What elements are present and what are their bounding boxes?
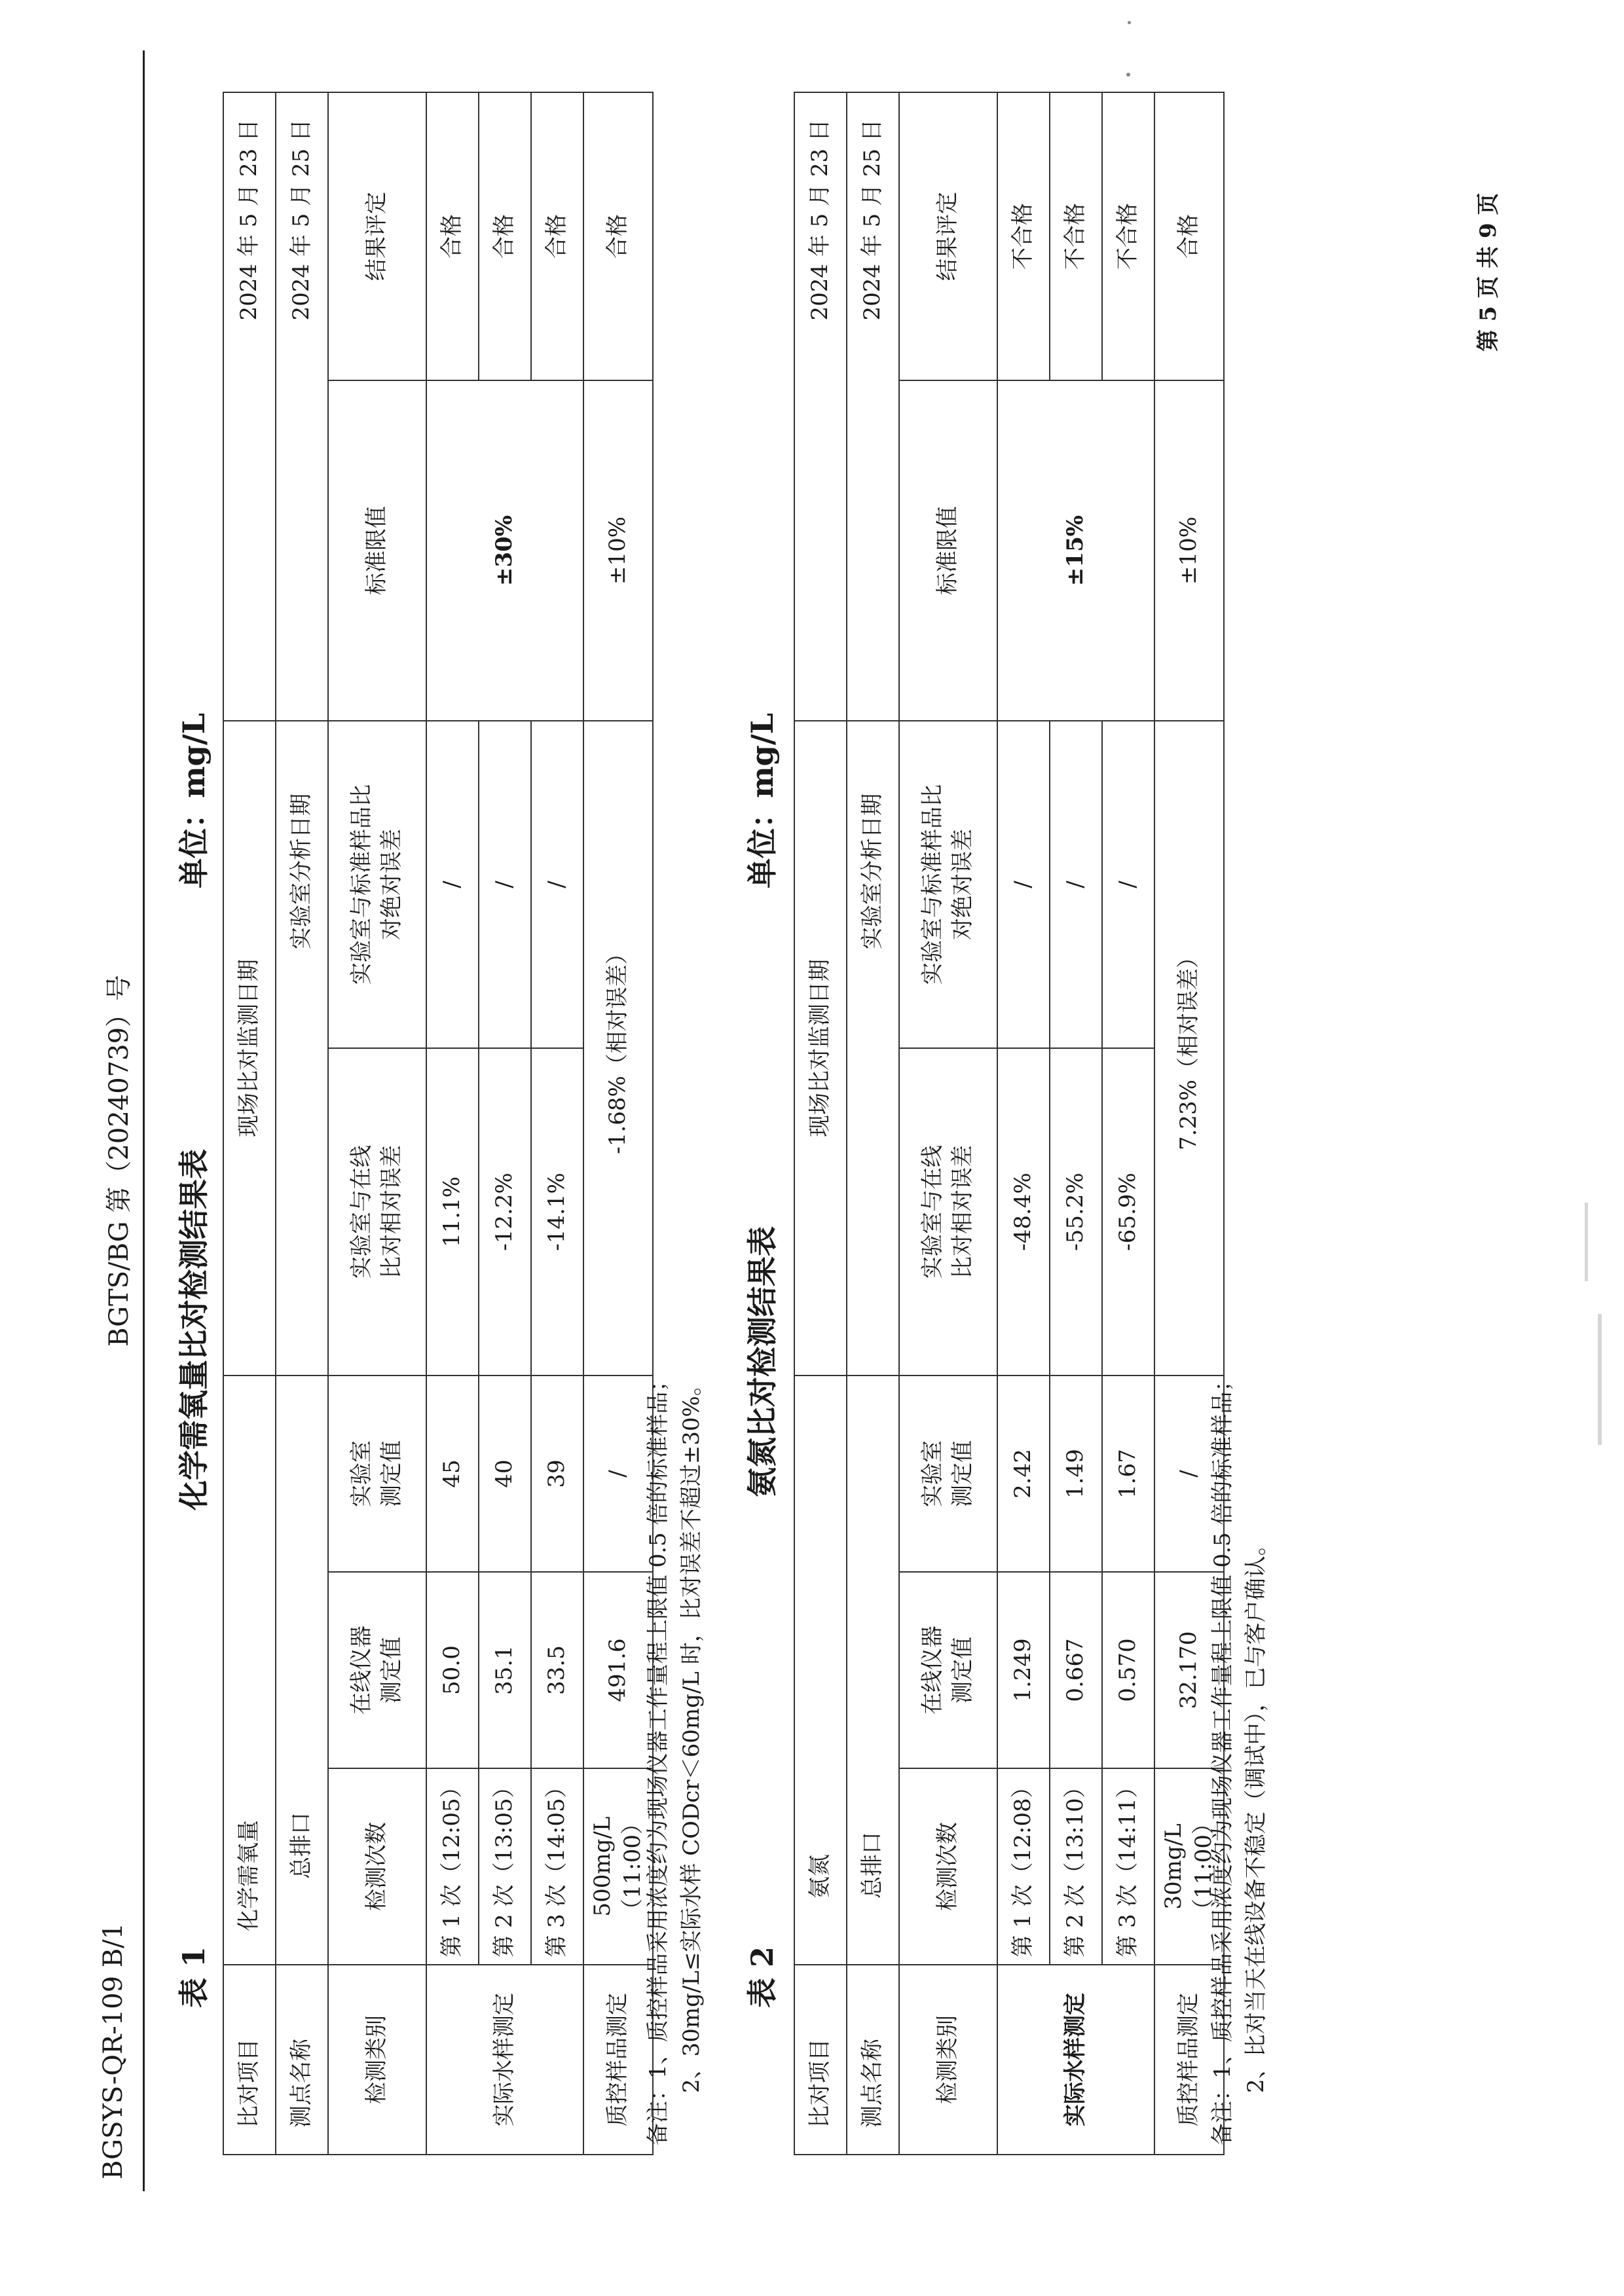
cell: 比对项目 (223, 1965, 276, 2155)
cell: / (997, 721, 1050, 1048)
column-header: 检测类别 (328, 1965, 426, 2155)
table2-number: 表 2 (745, 1946, 780, 2008)
cell: 实际水样测定 (997, 1965, 1154, 2155)
cell: 2024 年 5 月 23 日 (794, 92, 847, 721)
cell: 合格 (479, 92, 531, 380)
cell: 第 1 次（12:08） (997, 1768, 1050, 1965)
table-row (794, 92, 847, 2155)
table1-unit: 单位：mg/L (176, 713, 212, 888)
note-line: 备注：1、质控样品采用浓度约为现场仪器工作量程上限值 0.5 倍的标准样品； (645, 1369, 671, 2145)
cell: 33.5 (531, 1572, 583, 1768)
cell: 2024 年 5 月 25 日 (847, 92, 899, 721)
cell: ±10% (583, 380, 653, 721)
table-row (276, 92, 328, 2155)
cell: 测点名称 (276, 1965, 328, 2155)
cell: 合格 (583, 92, 653, 380)
cell: -1.68%（相对误差） (583, 721, 653, 1376)
cell: 质控样品测定 (1154, 1965, 1224, 2155)
cell: 第 3 次（14:05） (531, 1768, 583, 1965)
cell: 质控样品测定 (583, 1965, 653, 2155)
cell: ±15% (997, 380, 1154, 721)
scan-smudge (1585, 1203, 1588, 1281)
table2-title: 氨氮比对检测结果表 (745, 1226, 780, 1497)
cell: 氨氮 (794, 1376, 847, 1965)
cell: 1.249 (997, 1572, 1050, 1768)
cell: / (426, 721, 479, 1048)
column-header: 实验室与在线 比对相对误差 (899, 1048, 997, 1376)
cell: 35.1 (479, 1572, 531, 1768)
table-header-row (899, 92, 997, 2155)
cell: 45 (426, 1376, 479, 1572)
cell: 40 (479, 1376, 531, 1572)
cell: 现场比对监测日期 (794, 721, 847, 1376)
note-line: 2、比对当天在线设备不稳定（调试中），已与客户确认。 (1243, 1533, 1269, 2093)
column-header: 检测次数 (328, 1768, 426, 1965)
cell: / (479, 721, 531, 1048)
cell: 0.667 (1050, 1572, 1102, 1768)
column-header: 实验室与标准样品比 对绝对误差 (899, 721, 997, 1048)
cell: 不合格 (1050, 92, 1102, 380)
column-header: 在线仪器 测定值 (328, 1572, 426, 1768)
column-header: 结果评定 (899, 92, 997, 380)
cell: 总排口 (276, 1376, 328, 1965)
cell: 39 (531, 1376, 583, 1572)
cell: 合格 (1154, 92, 1224, 380)
column-header: 实验室与标准样品比 对绝对误差 (328, 721, 426, 1048)
table-row (997, 92, 1050, 2155)
cell: ±30% (426, 380, 583, 721)
table2-notes (1206, 1370, 1273, 2145)
note-line: 2、30mg/L≤实际水样 CODcr＜60mg/L 时，比对误差不超过±30%。 (678, 1374, 705, 2093)
cell: 不合格 (1102, 92, 1154, 380)
cell: 实际水样测定 (426, 1965, 583, 2155)
column-header: 标准限值 (328, 380, 426, 721)
cell: 化学需氧量 (223, 1376, 276, 1965)
cell: 0.570 (1102, 1572, 1154, 1768)
table2-unit: 单位：mg/L (745, 713, 780, 888)
table1-number: 表 1 (176, 1946, 212, 2008)
header-divider (143, 50, 145, 2191)
table-row (426, 92, 479, 2155)
scan-speck (1128, 21, 1131, 24)
cell: 7.23%（相对误差） (1154, 721, 1224, 1376)
cell: 500mg/L（11:00） (583, 1768, 653, 1965)
table-row (847, 92, 899, 2155)
page-number: 第 5 页 共 9 页 (1475, 192, 1502, 352)
table-row (223, 92, 276, 2155)
cell: 第 3 次（14:11） (1102, 1768, 1154, 1965)
table1-notes (642, 1370, 709, 2145)
cell: 2024 年 5 月 25 日 (276, 92, 328, 721)
column-header: 实验室 测定值 (328, 1376, 426, 1572)
column-header: 检测类别 (899, 1965, 997, 2155)
cell: 实验室分析日期 (847, 721, 899, 1376)
cell: 实验室分析日期 (276, 721, 328, 1376)
cell: 491.6 (583, 1572, 653, 1768)
column-header: 结果评定 (328, 92, 426, 380)
cell: -12.2% (479, 1048, 531, 1376)
column-header: 检测次数 (899, 1768, 997, 1965)
document-code: BGSYS-QR-109 B/1 (98, 1922, 128, 2179)
cell: -48.4% (997, 1048, 1050, 1376)
cell: 合格 (426, 92, 479, 380)
report-number: BGTS/BG 第（20240739）号 (104, 974, 134, 1347)
cell: ±10% (1154, 380, 1224, 721)
cell: 32.170 (1154, 1572, 1224, 1768)
scan-smudge (1598, 1314, 1602, 1445)
cell: 1.67 (1102, 1376, 1154, 1572)
cell: 合格 (531, 92, 583, 380)
table1-title: 化学需氧量比对检测结果表 (176, 1149, 212, 1510)
cell: 第 2 次（13:05） (479, 1768, 531, 1965)
cell: -14.1% (531, 1048, 583, 1376)
cell: 比对项目 (794, 1965, 847, 2155)
cell: / (1154, 1376, 1224, 1572)
cell: 1.49 (1050, 1376, 1102, 1572)
cell: / (1102, 721, 1154, 1048)
cell: 2024 年 5 月 23 日 (223, 92, 276, 721)
cell: 第 2 次（13:10） (1050, 1768, 1102, 1965)
cell: -55.2% (1050, 1048, 1102, 1376)
cell: 11.1% (426, 1048, 479, 1376)
note-line: 备注：1、质控样品采用浓度约为现场仪器工作量程上限值 0.5 倍的标准样品； (1209, 1369, 1236, 2145)
cell: 30mg/L（11:00） (1154, 1768, 1224, 1965)
column-header: 实验室与在线 比对相对误差 (328, 1048, 426, 1376)
cell: 总排口 (847, 1376, 899, 1965)
column-header: 在线仪器 测定值 (899, 1572, 997, 1768)
cell: 不合格 (997, 92, 1050, 380)
cell: / (531, 721, 583, 1048)
cell: -65.9% (1102, 1048, 1154, 1376)
column-header: 标准限值 (899, 380, 997, 721)
cell: 第 1 次（12:05） (426, 1768, 479, 1965)
cell: / (1050, 721, 1102, 1048)
cod-results-table (223, 92, 654, 2155)
cell: 现场比对监测日期 (223, 721, 276, 1376)
scan-speck (1126, 73, 1130, 77)
cell: / (583, 1376, 653, 1572)
column-header: 实验室 测定值 (899, 1376, 997, 1572)
table-header-row (328, 92, 426, 2155)
ammonia-results-table (794, 92, 1225, 2155)
cell: 2.42 (997, 1376, 1050, 1572)
cell: 测点名称 (847, 1965, 899, 2155)
cell: 50.0 (426, 1572, 479, 1768)
